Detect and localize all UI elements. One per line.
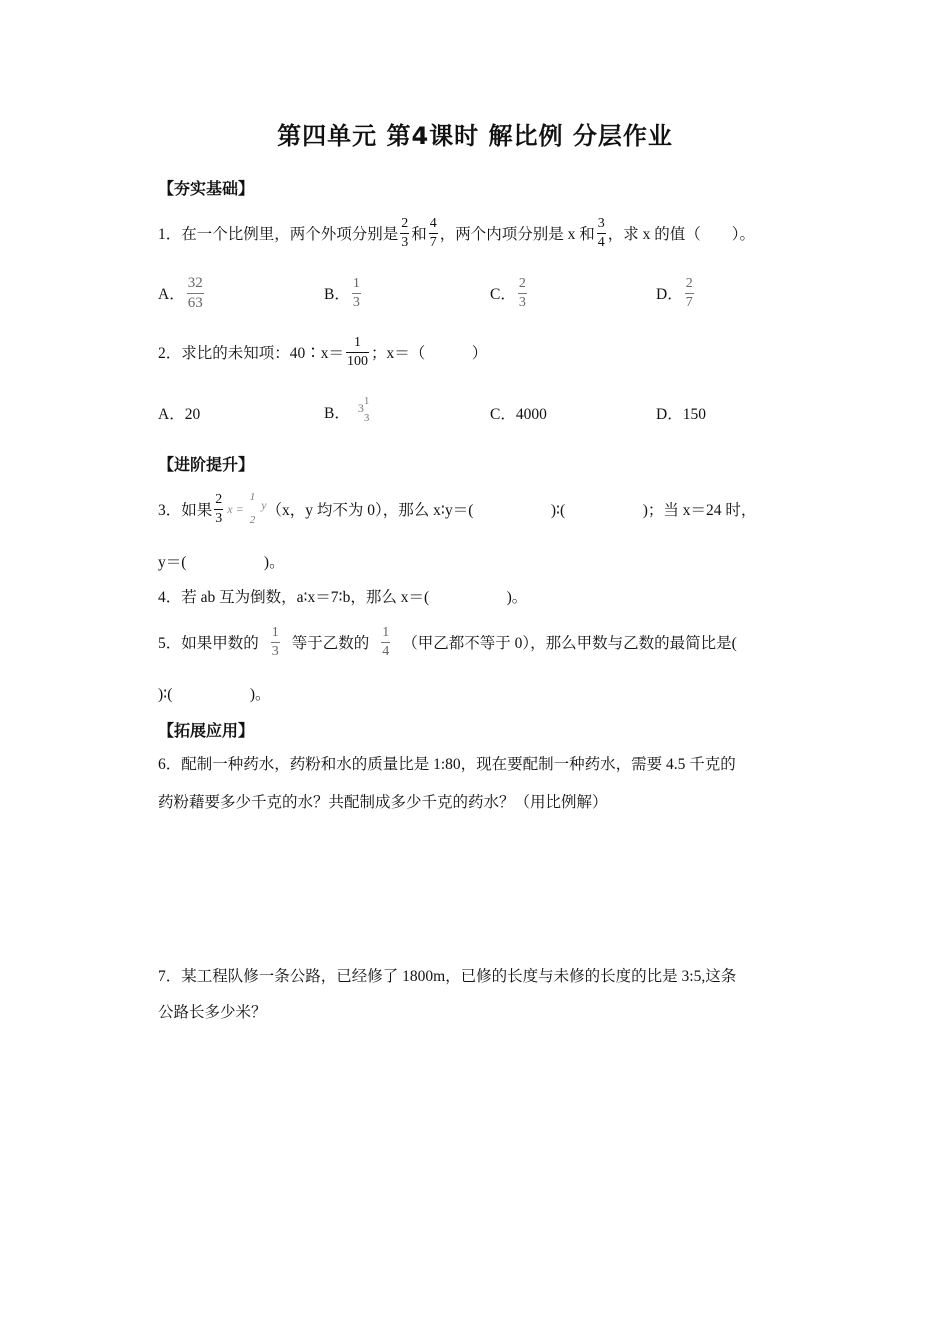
q5-fraction-1: $\frac{1}{3}$ (271, 624, 279, 659)
q2-option-d: D．150 (656, 406, 706, 423)
question-6-line-2: 药粉藉要多少千克的水？共配制成多少千克的药水？（用比例解） (158, 794, 608, 811)
q3-text-2: （x，y 均不为 0），那么 x∶y＝( )∶( )；当 x＝24 时， (266, 502, 757, 519)
section-heading-basic: 【夯实基础】 (158, 179, 255, 198)
question-3 (158, 486, 756, 532)
question-7-line-2: 公路长多少米？ (158, 1004, 267, 1021)
q2-text-2: ；x＝（ ） (371, 345, 488, 362)
question-5 (158, 620, 737, 664)
page-title: 第四单元 第4课时 解比例 分层作业 (277, 122, 673, 150)
section-heading-extension: 【拓展应用】 (158, 721, 255, 740)
question-2 (158, 330, 487, 374)
q3-equation-fragment: x = (227, 501, 244, 516)
q1-text-4: ，求 x 的值（ ）。 (607, 226, 756, 243)
q3-fraction: $\frac{2}{3}$ (215, 491, 223, 526)
q2-option-c: C．4000 (490, 406, 547, 423)
q1-option-c: C． $\frac{2}{3}$ (490, 275, 526, 310)
q1-text-3: ，两个内项分别是 x 和 (439, 226, 595, 243)
q5-fraction-2: $\frac{1}{4}$ (382, 624, 390, 659)
q2-fraction: $\frac{1}{100}$ (347, 334, 369, 369)
q1-option-b-fraction: $\frac{1}{3}$ (352, 275, 360, 310)
section-heading-advanced: 【进阶提升】 (158, 455, 255, 474)
q1-fraction-3: $\frac{3}{4}$ (597, 215, 605, 250)
q1-option-a-fraction: $\frac{32}{63}$ (187, 274, 203, 311)
question-6-line-1: 6．配制一种药水，药粉和水的质量比是 1:80，现在要配制一种药水，需要 4.5 千克的 (158, 756, 736, 773)
q1-option-a: A． $\frac{32}{63}$ (158, 274, 203, 311)
q3-text-1: 3．如果 (158, 502, 213, 519)
q1-option-d-fraction: $\frac{2}{7}$ (685, 275, 693, 310)
question-7-line-1: 7．某工程队修一条公路，已经修了 1800m，已修的长度与未修的长度的比是 3:5,这条 (158, 968, 737, 985)
q1-option-c-fraction: $\frac{2}{3}$ (518, 275, 526, 310)
q3-faded-y: y (261, 497, 267, 512)
q2-text-1: 2．求比的未知项：40∶x＝ (158, 345, 345, 362)
q3-faded-fraction: 1 2 (249, 491, 256, 526)
q1-fraction-2: $\frac{4}{7}$ (429, 215, 437, 250)
q1-option-d: D． $\frac{2}{7}$ (656, 275, 693, 310)
q1-text-2: 和 (411, 226, 427, 243)
q5-continuation: )∶( )。 (158, 686, 271, 703)
q2-option-b-whole: 3 (357, 400, 364, 415)
q5-text-1: 5．如果甲数的 (158, 635, 259, 652)
q1-text-1: 1．在一个比例里，两个外项分别是 (158, 226, 399, 243)
q5-text-2: 等于乙数的 (291, 635, 370, 652)
q1-option-b: B． $\frac{1}{3}$ (324, 275, 360, 310)
q2-option-b-fraction: 1 3 (363, 395, 370, 424)
q2-option-b: B． 3 1 3 (324, 395, 370, 424)
question-1 (158, 212, 755, 254)
question-4: 4．若 ab 互为倒数，a∶x＝7∶b，那么 x＝( )。 (158, 589, 528, 606)
q3-continuation: y＝( )。 (158, 554, 285, 571)
q2-option-a: A．20 (158, 406, 201, 423)
q5-text-3: （甲乙都不等于 0），那么甲数与乙数的最简比是( (402, 635, 737, 652)
q1-fraction-1: $\frac{2}{3}$ (401, 215, 409, 250)
